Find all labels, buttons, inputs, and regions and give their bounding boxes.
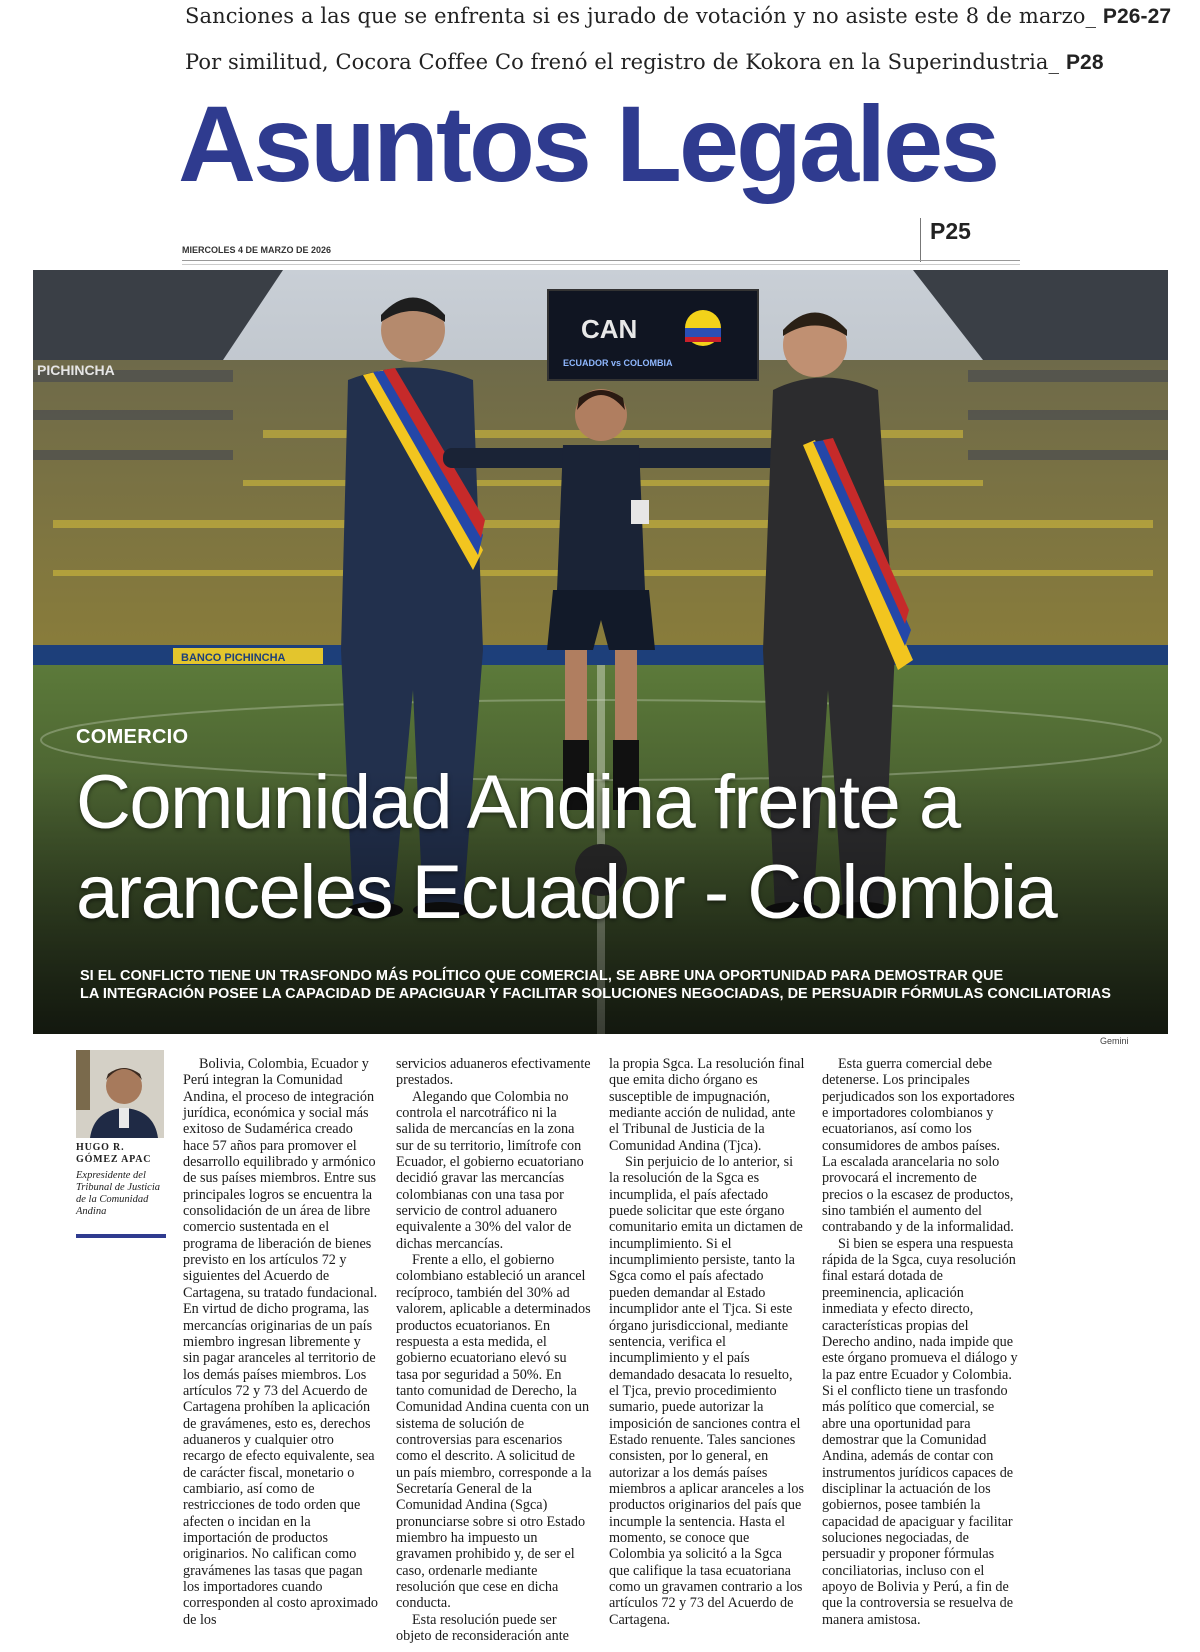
divider	[920, 218, 921, 262]
author-name: HUGO R. GÓMEZ APAC	[76, 1142, 152, 1165]
author-role: Expresidente del Tribunal de Justicia de la Comunidad Andina	[76, 1170, 160, 1217]
issue-date: MIERCOLES 4 DE MARZO DE 2026	[182, 245, 332, 255]
teaser-text: Sanciones a las que se enfrenta si es jurado de votación y no asiste este 8 de marzo_	[185, 4, 1097, 28]
paragraph: Frente a ello, el gobierno colombiano estableció un arancel recíproco, también del 30% ad valorem, aplicable a determinados productos ecuatorianos. En respuesta a esta medida, el gobierno ecuatoriano elevó su tasa por seguridad a 50%. En tanto comunidad de Derecho, la Comunidad Andina cuenta con un sistema de solución de controversias para escenarios como el descrito. A solicitud de un país miembro, corresponde a la Secretaría General de la Comunidad Andina (Sgca) pronunciarse sobre si otro Estado miembro ha impuesto un gravamen prohibido y, de ser el caso, ordenarle mediante resolución que cese en dicha conducta.	[396, 1252, 592, 1612]
paragraph: Sin perjuicio de lo anterior, si la resolución de la Sgca es incumplida, el país afectado puede solicitar que este órgano comunitario emita un dictamen de incumplimiento. Si el incumplimiento persiste, tanto la Sgca como el país afectado pueden demandar al Estado incumplidor ante el Tjca. Si este órgano jurisdiccional, mediante sentencia, verifica el incumplimiento y el país demandado desacata lo resuelto, el Tjca, previo procedimiento sumario, puede autorizar la imposición de sanciones contra el Estado renuente. Tales sanciones consisten, por lo general, en autorizar a los demás países miembros a aplicar aranceles a los productos originarios del país que incumple la sentencia. Hasta el momento, se conoce que Colombia ya solicitó a la Sgca que califique la tasa ecuatoriana como un gravamen contrario a los artículos 72 y 73 del Acuerdo de Cartagena.	[609, 1154, 804, 1628]
subhead-line: SI EL CONFLICTO TIENE UN TRASFONDO MÁS POLÍTICO QUE COMERCIAL, SE ABRE UNA OPORTUNIDAD PARA DEMOSTRAR QUE	[80, 968, 1004, 984]
article-column-2	[396, 1056, 592, 1644]
teaser-page: P26-27	[1102, 5, 1172, 28]
section-label: COMERCIO	[76, 726, 189, 748]
teaser-page: P28	[1065, 51, 1104, 74]
paragraph: Alegando que Colombia no controla el narcotráfico ni la salida de mercancías en la zona sur de su territorio, limítrofe con Ecuador, el gobierno ecuatoriano decidió gravar las mercancías colombianas con una tasa por servicio de control aduanero equivalente a 30% del valor de dichas mercancías.	[396, 1088, 584, 1252]
article-column-1	[183, 1056, 379, 1628]
author-accent-bar	[76, 1234, 166, 1238]
article-column-3	[609, 1056, 805, 1628]
paragraph: Si bien se espera una respuesta rápida de la Sgca, cuya resolución final estará dotada de preeminencia, aplicación inmediata y efecto directo, características propias del Derecho andino, nada impide que este órgano promueva el diálogo y la paz entre Ecuador y Colombia. Si el conflicto tiene un trasfondo más político que comercial, se abre una oportunidad para demostrar que la Comunidad Andina, además de contar con instrumentos jurídicos capaces de disciplinar la actuación de los gobiernos, posee también la capacidad de apaciguar y facilitar soluciones negociadas, de persuadir y proponer fórmulas conciliatorias, incluso con el apoyo de Bolivia y Perú, a fin de que la controversia se resuelva de manera amistosa.	[822, 1235, 1018, 1628]
paragraph: Bolivia, Colombia, Ecuador y Perú integran la Comunidad Andina, el proceso de integración jurídica, económica y social más exitoso de Sudamérica creado hace 57 años para promover el desarrollo equilibrado y armónico de sus países miembros. Entre sus principales logros se encuentra la consolidación de un área de libre comercio sustentada en el programa de liberación de bienes previsto en los artículos 72 y siguientes del Acuerdo de Cartagena, su tratado fundacional. En virtud de dicho programa, las mercancías originarias de un país miembro ingresan libremente y sin pagar aranceles al territorio de los demás países miembros. Los artículos 72 y 73 del Acuerdo de Cartagena prohíben la aplicación de gravámenes, esto es, derechos aduaneros y cualquier otro recargo de efecto equivalente, sea de carácter fiscal, monetario o cambiario, así como de restricciones de todo orden que afecten o incidan en la importación de productos originarios. No califican como gravámenes las tasas que pagan los importadores cuando corresponden al costo aproximado de los	[183, 1056, 379, 1628]
stand-label: PICHINCHA	[37, 362, 115, 378]
teaser-text: Por similitud, Cocora Coffee Co frenó el registro de Kokora en la Superindustria_	[185, 50, 1060, 74]
article-column-4	[822, 1056, 1018, 1628]
paragraph: Esta resolución puede ser objeto de reconsideración ante	[396, 1611, 569, 1645]
paragraph: Esta guerra comercial debe detenerse. Los principales perjudicados son los exportadores e importadores colombianos y ecuatorianos, así como los consumidores de ambos países. La escalada arancelaria no solo provocará el incremento de precios o la escasez de productos, sino también el aumento del contrabando y de la informalidad.	[822, 1056, 1015, 1236]
photo-credit: Gemini	[1100, 1036, 1129, 1046]
paragraph: servicios aduaneros efectivamente prestados.	[396, 1056, 591, 1089]
page-number: P25	[930, 218, 971, 244]
teaser-headline-2[interactable]	[185, 50, 1104, 75]
scoreboard-match: ECUADOR vs COLOMBIA	[563, 358, 673, 368]
paragraph: la propia Sgca. La resolución final que emita dicho órgano es susceptible de impugnación, mediante acción de nulidad, ante el Tribunal de Justicia de la Comunidad Andina (Tjca).	[609, 1056, 805, 1154]
divider	[182, 264, 1020, 265]
teaser-headline-1[interactable]	[185, 4, 1171, 29]
subhead-line: LA INTEGRACIÓN POSEE LA CAPACIDAD DE APACIGUAR Y FACILITAR SOLUCIONES NEGOCIADAS, DE PERSUADIR FÓRMULAS CONCILIATORIAS	[80, 986, 1111, 1002]
ad-board-text: BANCO PICHINCHA	[181, 652, 286, 664]
divider	[182, 260, 1020, 261]
author-avatar	[76, 1050, 164, 1138]
article-subhead	[80, 967, 1160, 1003]
section-masthead: Asuntos Legales	[178, 83, 998, 204]
article-headline: Comunidad Andina frente a aranceles Ecuador - Colombia	[76, 760, 1057, 935]
scoreboard-title: CAN	[581, 314, 638, 344]
